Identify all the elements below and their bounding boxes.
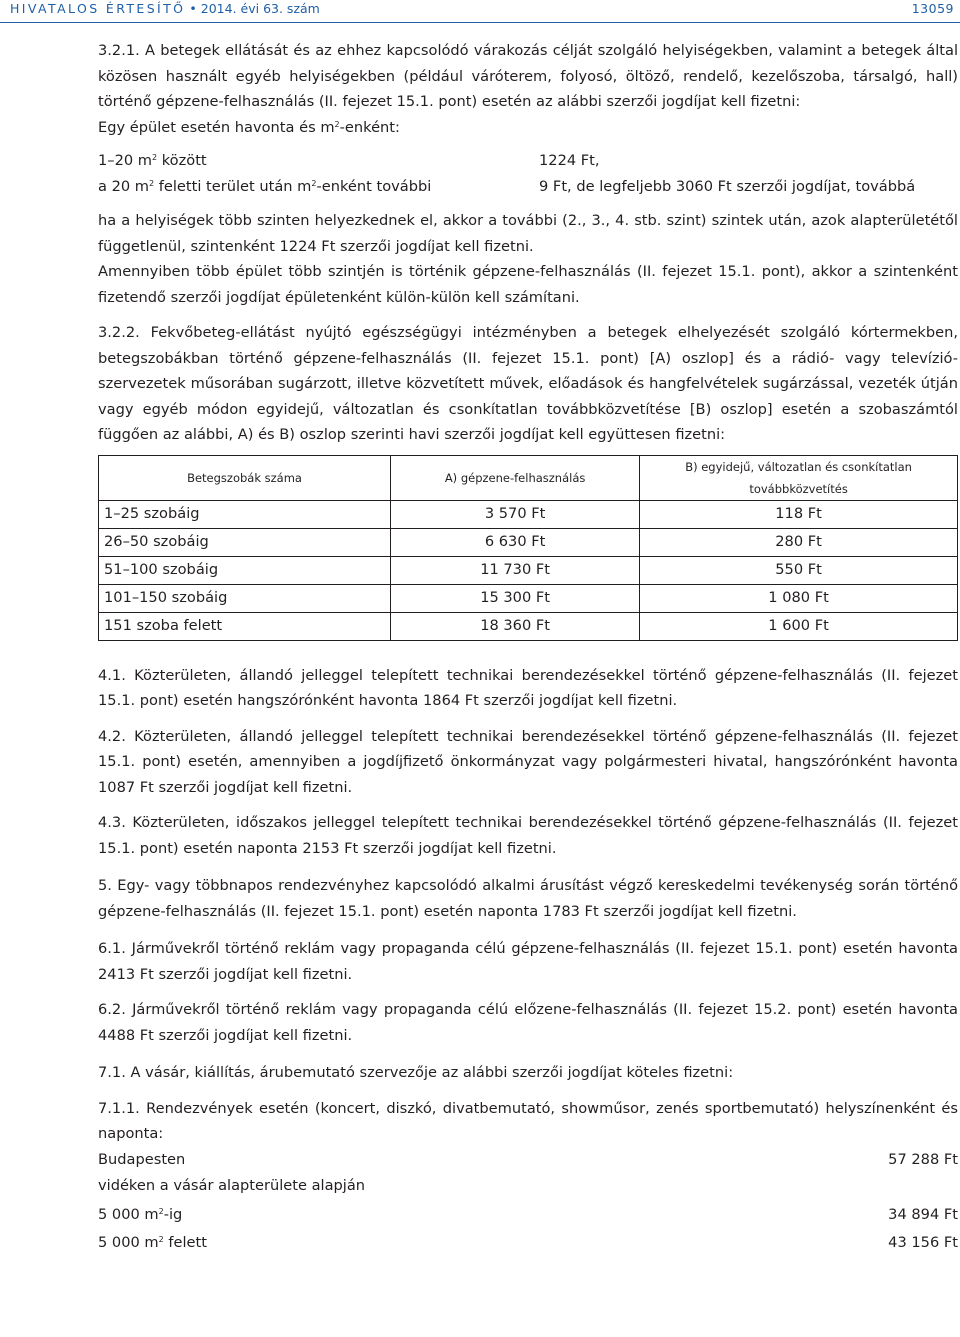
col-header-b: B) egyidejű, változatlan és csonkítatlan továbbközvetítés bbox=[640, 455, 958, 500]
area-upto-value: 34 894 Ft bbox=[888, 1206, 958, 1223]
cell-rooms: 26–50 szobáig bbox=[99, 528, 391, 556]
budapest-value: 57 288 Ft bbox=[888, 1150, 958, 1168]
area-upto-label: 5 000 $m^2-ig$ bbox=[98, 1206, 183, 1223]
rate-row-2-value: 9 Ft, de legfeljebb 3060 Ft szerzői jogdíjat, továbbá bbox=[539, 178, 916, 195]
area-over-label: 5 000 $m^2$ felett bbox=[98, 1234, 207, 1251]
multi-building-paragraph: Amennyiben több épület több szintjén is történik gépzene-felhasználás (II. fejezet 15.1. pont), akkor a szintenként fizetendő szerzői jogdíjat épületenként külön-külön kell számítani. bbox=[98, 263, 958, 306]
rate-row-1-label: 1–20 $m^2$ között bbox=[98, 152, 207, 169]
document-body bbox=[98, 38, 958, 1256]
multi-floor-paragraph: ha a helyiségek több szinten helyezkednek el, akkor a további (2., 3., 4. stb. szint) szintek után, azok alapterületétől függetlenül, szintenként 1224 Ft szerzői jogdíjat kell fizetni. bbox=[98, 212, 958, 255]
hospital-room-fee-table bbox=[98, 455, 958, 641]
bullet-separator: • bbox=[189, 1, 197, 16]
cell-rooms: 151 szoba felett bbox=[99, 612, 391, 640]
rate-row-2 bbox=[98, 174, 958, 200]
section-4-2: 4.2. Közterületen, állandó jelleggel telepített technikai berendezésekkel történő gépzene-felhasználás (II. fejezet 15.1. pont) esetén, amennyiben a jogdíjfizető önkormányzat vagy polgármesteri hivatal, hangszórónként havonta 1087 Ft szerzői jogdíjat kell fizetni. bbox=[98, 727, 958, 796]
cell-rooms: 1–25 szobáig bbox=[99, 500, 391, 528]
rural-label: vidéken a vásár alapterülete alapján bbox=[98, 1176, 366, 1194]
rate-row-1-value: 1224 Ft, bbox=[539, 152, 600, 169]
cell-b: 1 600 Ft bbox=[640, 612, 958, 640]
section-4-1: 4.1. Közterületen, állandó jelleggel telepített technikai berendezésekkel történő gépzene-felhasználás (II. fejezet 15.1. pont) esetén hangszórónként havonta 1864 Ft szerzői jogdíjat kell fizetni. bbox=[98, 666, 958, 709]
rate-row-1 bbox=[98, 148, 958, 174]
journal-title: HIVATALOS ÉRTESÍTŐ bbox=[10, 1, 186, 16]
cell-rooms: 51–100 szobáig bbox=[99, 556, 391, 584]
table-header-row bbox=[99, 455, 958, 500]
budapest-row bbox=[98, 1147, 958, 1173]
section-7-1: 7.1. A vásár, kiállítás, árubemutató szervezője az alábbi szerzői jogdíjat köteles fizetni: bbox=[98, 1064, 734, 1081]
budapest-label: Budapesten bbox=[98, 1150, 186, 1168]
page-number: 13059 bbox=[911, 1, 954, 16]
rate-row-2-label: a 20 $m^2$ feletti terület után $m^2$-enként további bbox=[98, 178, 432, 195]
col-header-a: A) gépzene-felhasználás bbox=[391, 455, 640, 500]
per-building-line: Egy épület esetén havonta és $m^2$-enként: bbox=[98, 118, 400, 136]
col-header-rooms: Betegszobák száma bbox=[99, 455, 391, 500]
section-7-1-1: 7.1.1. Rendezvények esetén (koncert, diszkó, divatbemutató, showműsor, zenés sportbemutató) helyszínenként és naponta: bbox=[98, 1099, 958, 1142]
table-row bbox=[99, 584, 958, 612]
table-row bbox=[99, 612, 958, 640]
area-over-row bbox=[98, 1230, 958, 1256]
section-4-3: 4.3. Közterületen, időszakos jelleggel telepített technikai berendezésekkel történő gépzene-felhasználás (II. fejezet 15.1. pont) esetén naponta 2153 Ft szerzői jogdíjat kell fizetni. bbox=[98, 814, 958, 857]
cell-b: 280 Ft bbox=[640, 528, 958, 556]
section-3-2-1-intro: 3.2.1. A betegek ellátását és az ehhez kapcsolódó várakozás célját szolgáló helyiségekben, valamint a betegek által közösen használt egyéb helyiségekben (például váróterem, folyosó, öltöző, rendelő, kezelőszoba, társalgó, hall) történő gépzene-felhasználás (II. fejezet 15.1. pont) esetén az alábbi szerzői jogdíjat kell fizetni: bbox=[98, 42, 958, 110]
journal-title-line bbox=[10, 0, 320, 18]
cell-a: 11 730 Ft bbox=[391, 556, 640, 584]
header-rule bbox=[0, 22, 960, 23]
section-5: 5. Egy- vagy többnapos rendezvényhez kapcsolódó alkalmi árusítást végző kereskedelmi tevékenység során történő gépzene-felhasználás (II. fejezet 15.1. pont) esetén naponta 1783 Ft szerzői jogdíjat kell fizetni. bbox=[98, 877, 958, 920]
page-header bbox=[0, 0, 960, 26]
cell-rooms: 101–150 szobáig bbox=[99, 584, 391, 612]
section-6-2: 6.2. Járművekről történő reklám vagy propaganda célú előzene-felhasználás (II. fejezet 15.2. pont) esetén havonta 4488 Ft szerzői jogdíjat kell fizetni. bbox=[98, 1001, 958, 1044]
cell-b: 118 Ft bbox=[640, 500, 958, 528]
area-upto-row bbox=[98, 1202, 958, 1228]
cell-a: 3 570 Ft bbox=[391, 500, 640, 528]
area-over-value: 43 156 Ft bbox=[888, 1234, 958, 1251]
section-3-2-2: 3.2.2. Fekvőbeteg-ellátást nyújtó egészségügyi intézményben a betegek elhelyezését szolgáló kórtermekben, betegszobákban történő gépzene-felhasználás (II. fejezet 15.1. pont) [A) oszlop] és a rádió- vagy televízió-szervezetek műsorában sugárzott, illetve közvetített művek, előadások és hangfelvételek sugárzással, vezeték útján vagy egyéb módon egyidejű, változatlan és csonkítatlan továbbközvetítése [B) oszlop] esetén a szobaszámtól függően az alábbi, A) és B) oszlop szerinti havi szerzői jogdíjat kell együttesen fizetni: bbox=[98, 324, 958, 443]
issue-number: 2014. évi 63. szám bbox=[200, 1, 320, 16]
table-row bbox=[99, 556, 958, 584]
table-row bbox=[99, 500, 958, 528]
section-6-1: 6.1. Járművekről történő reklám vagy propaganda célú gépzene-felhasználás (II. fejezet 15.1. pont) esetén havonta 2413 Ft szerzői jogdíjat kell fizetni. bbox=[98, 940, 958, 983]
cell-b: 1 080 Ft bbox=[640, 584, 958, 612]
cell-a: 15 300 Ft bbox=[391, 584, 640, 612]
cell-a: 6 630 Ft bbox=[391, 528, 640, 556]
table-row bbox=[99, 528, 958, 556]
cell-a: 18 360 Ft bbox=[391, 612, 640, 640]
cell-b: 550 Ft bbox=[640, 556, 958, 584]
